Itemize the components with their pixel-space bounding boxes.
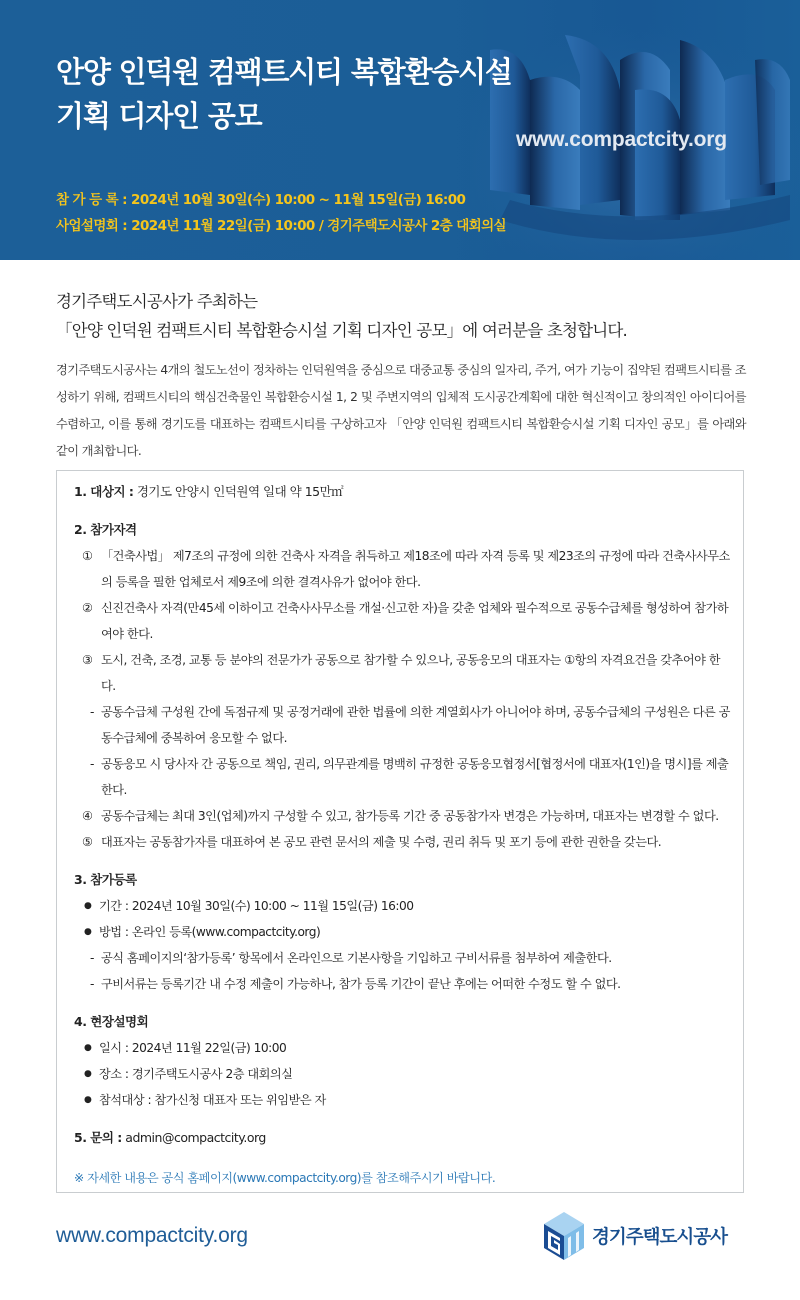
- eligibility-subitem: - 공동수급체 구성원 간에 독점규제 및 공정거래에 관한 법률에 의한 계열회사가 아니어야 하며, 공동수급체의 구성원은 다른 공동수급체에 중복하여 응모할 수 없다.: [90, 705, 730, 745]
- section-briefing-title: 4. 현장설명회: [74, 1014, 149, 1029]
- section-eligibility-title: 2. 참가자격: [74, 522, 137, 537]
- registration-period: 참 가 등 록 : 2024년 10월 30일(수) 10:00 ~ 11월 15일(금) 16:00: [56, 192, 466, 208]
- header-banner: [0, 0, 800, 260]
- page-title: [56, 50, 512, 138]
- briefing-place-item: ● 장소 : 경기주택도시공사 2층 대회의실: [74, 1061, 734, 1087]
- dash-icon: -: [90, 951, 94, 965]
- registration-subitem: - 공식 홈페이지의‘참가등록’ 항목에서 온라인으로 기본사항을 기입하고 구비서류를 첨부하여 제출한다.: [74, 945, 734, 971]
- bullet-icon: ●: [84, 1043, 92, 1053]
- registration-subitem: - 구비서류는 등록기간 내 수정 제출이 가능하나, 참가 등록 기간이 끝난 후에는 어떠한 수정도 할 수 없다.: [74, 971, 734, 997]
- bullet-icon: ●: [84, 1069, 92, 1079]
- eligibility-item: ① 「건축사법」 제7조의 규정에 의한 건축사 자격을 취득하고 제18조에 따라 자격 등록 및 제23조의 규정에 따라 건축사사무소의 등록을 필한 업체로서 제9조에 의한 결격사유가 없어야 한다.: [82, 549, 730, 589]
- invitation-line-1: 경기주택도시공사가 주최하는: [56, 292, 258, 311]
- gh-logo: [540, 1210, 727, 1262]
- section-registration-title: 3. 참가등록: [74, 872, 137, 887]
- title-line-2: 기획 디자인 공모: [56, 99, 262, 133]
- eligibility-subitem: - 공동응모 시 당사자 간 공동으로 책임, 권리, 의무관계를 명백히 규정한 공동응모협정서[협정서에 대표자(1인)을 명시]를 제출한다.: [90, 757, 729, 797]
- eligibility-item: ④ 공동수급체는 최대 3인(업체)까지 구성할 수 있고, 참가등록 기간 중 공동참가자 변경은 가능하며, 대표자는 변경할 수 없다.: [82, 809, 719, 823]
- section-inquiry-title: 5. 문의 :: [74, 1130, 122, 1145]
- intro-paragraph: 경기주택도시공사는 4개의 철도노선이 정차하는 인덕원역을 중심으로 대중교통 중심의 일자리, 주거, 여가 기능이 집약된 컴팩트시티를 조성하기 위해, 컴팩트시티의 핵심건축물인 복합환승시설 1, 2 및 주변지역의 입체적 도시공간계획에 대한 혁신적이고 창의적인 아이디어를 수렴하고, 이를 통해 경기도를 대표하는 컴팩트시티를 구상하고자 「안양 인덕원 컴팩트시티 복합환승시설 기획 디자인 공모」를 아래와 같이 개최합니다.: [56, 363, 746, 458]
- bullet-icon: ●: [84, 901, 92, 911]
- eligibility-item: ② 신진건축사 자격(만45세 이하이고 건축사사무소를 개설·신고한 자)을 갖춘 업체와 필수적으로 공동수급체를 형성하여 참가하여야 한다.: [82, 601, 729, 641]
- dash-icon: -: [90, 977, 94, 991]
- section-inquiry: [74, 1125, 734, 1151]
- registration-method-item: ● 방법 : 온라인 등록(www.compactcity.org): [74, 919, 734, 945]
- key-dates: [56, 187, 506, 239]
- homepage-note: ※ 자세한 내용은 공식 홈페이지(www.compactcity.org)를 참조해주시기 바랍니다.: [74, 1171, 496, 1185]
- briefing-session: 사업설명회 : 2024년 11월 22일(금) 10:00 / 경기주택도시공사 2층 대회의실: [56, 218, 506, 234]
- inquiry-email-link[interactable]: admin@compactcity.org: [121, 1130, 266, 1145]
- footer-website-link[interactable]: www.compactcity.org: [56, 1224, 248, 1247]
- bullet-icon: ●: [84, 1095, 92, 1105]
- invitation-line-2: 「안양 인덕원 컴팩트시티 복합환승시설 기획 디자인 공모」에 여러분을 초청합니다.: [56, 321, 627, 340]
- bullet-icon: ●: [84, 927, 92, 937]
- banner-website-link[interactable]: www.compactcity.org: [516, 128, 727, 151]
- section-site: [74, 479, 734, 505]
- section-site-title: 1. 대상지 :: [74, 484, 134, 499]
- title-line-1: 안양 인덕원 컴팩트시티 복합환승시설: [56, 55, 512, 89]
- gh-logo-text: 경기주택도시공사: [592, 1227, 727, 1248]
- eligibility-item: ③ 도시, 건축, 조경, 교통 등 분야의 전문가가 공동으로 참가할 수 있으나, 공동응모의 대표자는 ①항의 자격요건을 갖추어야 한다.: [82, 653, 721, 693]
- competition-details-box: [56, 470, 744, 1193]
- invitation-heading: [56, 287, 756, 345]
- briefing-attendees-item: ● 참석대상 : 참가신청 대표자 또는 위임받은 자: [74, 1087, 734, 1113]
- gh-logo-icon: [540, 1210, 586, 1262]
- section-site-value: 경기도 안양시 인덕원역 일대 약 15만㎡: [133, 484, 344, 499]
- briefing-datetime-item: ● 일시 : 2024년 11월 22일(금) 10:00: [74, 1035, 734, 1061]
- eligibility-item: ⑤ 대표자는 공동참가자를 대표하여 본 공모 관련 문서의 제출 및 수령, 권리 취득 및 포기 등에 관한 권한을 갖는다.: [82, 835, 662, 849]
- registration-period-item: ● 기간 : 2024년 10월 30일(수) 10:00 ~ 11월 15일(금) 16:00: [74, 893, 734, 919]
